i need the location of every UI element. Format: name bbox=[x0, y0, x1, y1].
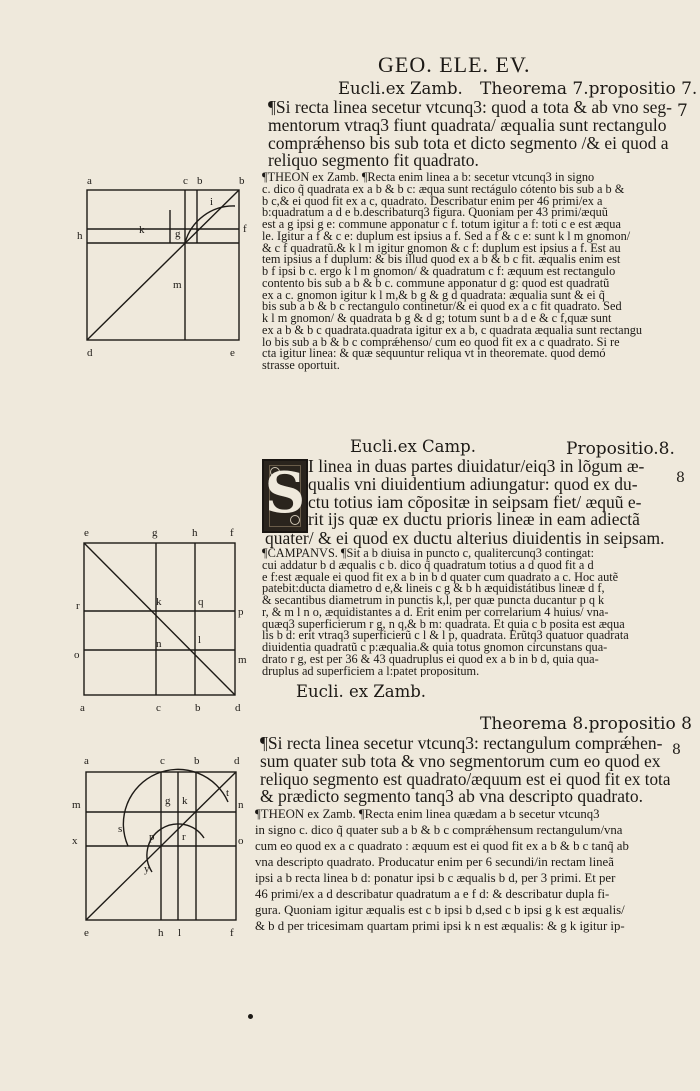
figure-label: l bbox=[198, 634, 202, 646]
commentary-line: & c f quadratũ.& k l m igitur gnomon & c f: duplum est ipsius a f. Est au bbox=[262, 240, 621, 255]
commentary-line: ipsi a b recta linea b d: ponatur ipsi b c æqualis b d, per 3 primi. Et per bbox=[255, 871, 616, 885]
commentary-line: 46 primi/ex a d describatur quadratum a e f d: & describatur dupla fi- bbox=[255, 887, 610, 901]
figure-label: a bbox=[87, 175, 92, 187]
commentary-line: ¶THEON ex Zamb. ¶Recta enim linea a b: secetur vtcunq3 in signo bbox=[262, 172, 595, 184]
figure-label: o bbox=[238, 835, 244, 847]
commentary-line: in signo c. dico q̃ quater sub a b & b c comprǽhensum rectangulum/vna bbox=[255, 823, 623, 837]
geometry-figure-2 bbox=[72, 525, 252, 715]
figure-label: y bbox=[144, 863, 150, 875]
commentary-line: c. dico q̃ quadrata ex a b & b c: æqua sunt rectágulo cótento bis sub a b & bbox=[262, 181, 625, 196]
prop7-enunciation bbox=[268, 99, 683, 170]
commentary-line: est a g ipsi g e: commune apponatur c f. totum igitur a f: toti c e est æqua bbox=[262, 217, 621, 231]
commentary-line: contento bis sub a b & b c. commune apponatur d g: quod est quadratũ bbox=[262, 275, 610, 290]
prop8-line: I linea in duas partes diuidatur/eiq3 in lõgum æ- bbox=[308, 458, 645, 476]
diagonal-line bbox=[87, 190, 239, 340]
figure-label: a bbox=[80, 702, 85, 714]
margin-number: 8 bbox=[672, 742, 681, 758]
prop8-camp-source: Eucli.ex Camp. bbox=[350, 437, 476, 456]
prop8-line: ¶Si recta linea secetur vtcunq3: rectangulum comprǽhen- bbox=[260, 735, 663, 753]
prop7-line: comprǽhenso bis sub tota et dicto segmento /& ei quod a bbox=[268, 132, 669, 153]
commentary-line: ex a c. gnomon igitur k l m,& b g & g d quadrata: æqualia sunt & ei q̃ bbox=[262, 287, 605, 302]
prop7-line: ¶Si recta linea secetur vtcunq3: quod a tota & ab vno seg- bbox=[268, 99, 672, 117]
prop8-zamb-source: Eucli. ex Zamb. bbox=[296, 682, 427, 701]
commentary-line: cui addatur b d æqualis c b. dico q̃ quadratum totius a d quod fit a d bbox=[262, 557, 594, 572]
running-title: GEO. ELE. EV. bbox=[378, 52, 531, 77]
commentary-line: drato r g, est per 36 & 43 quadruplus ei quod ex a b in b d, quia qua- bbox=[262, 651, 599, 666]
margin-number: 8 bbox=[676, 470, 685, 486]
prop8-camp-commentary bbox=[262, 548, 680, 677]
commentary-line: b f ipsi b c. ergo k l m gnomon/ & quadratum c f: æquum est rectangulo bbox=[262, 264, 616, 278]
prop7-label: Theorema 7.propositio 7. bbox=[480, 79, 698, 99]
commentary-line: quæq3 superficierum r g, n q,& b m: quadrata. Et quia c b posita est æqua bbox=[262, 616, 625, 631]
figure-label: f bbox=[230, 927, 234, 939]
figure-label: n bbox=[156, 638, 162, 650]
figure-label: g bbox=[175, 228, 181, 240]
geometry-figure-1 bbox=[75, 170, 255, 360]
commentary-line: strasse oportuit. bbox=[262, 358, 340, 372]
figure-label: p bbox=[149, 831, 155, 843]
commentary-line: diuidentia quadratũ c p:æqualia.& quia totus gnomon circunstans qua- bbox=[262, 640, 608, 654]
prop8-camp-lastline: quater/ & ei quod ex ductu alterius diuidentis in seipsam. bbox=[265, 530, 665, 548]
figure-label: h bbox=[192, 527, 198, 539]
figure-label: i bbox=[210, 196, 214, 208]
figure-label: g bbox=[165, 795, 171, 807]
prop8-camp-enunciation bbox=[308, 458, 672, 529]
commentary-line: r, & m l n o, æquidistantes a d. Erit enim per correlarium 4 huius/ vna- bbox=[262, 604, 609, 619]
commentary-line: lo bis sub a b & b c comprǽhenso/ cum eo quod fit ex a c quadrato. Si re bbox=[262, 334, 620, 349]
prop7-source: Eucli.ex Zamb. bbox=[338, 79, 463, 98]
commentary-line: le. Igitur a f & c e: duplum est ipsius a f. Sed a f & c e: sunt k l m gnomon/ bbox=[262, 228, 631, 243]
prop8-zamb-enunciation bbox=[260, 735, 670, 806]
drop-cap-initial bbox=[262, 459, 308, 533]
figure-label: c bbox=[183, 175, 188, 187]
commentary-line: b:quadratum a d e b.describaturq3 figura. Quoniam per 43 primi/æquũ bbox=[262, 205, 608, 220]
commentary-line: lis b d: erit vtraq3 superficierũ c l & l p, quadrata. Erũtq3 quatuor quadrata bbox=[262, 628, 629, 643]
figure-label: a bbox=[84, 755, 89, 767]
figure-label: f bbox=[243, 223, 247, 235]
figure-label: r bbox=[182, 831, 186, 843]
figure-label: m bbox=[238, 654, 247, 666]
commentary-line: tem ipsius a f duplum: & bis illud quod ex a b & b c fit. æqualis enim est bbox=[262, 252, 621, 267]
prop8-line: sum quater sub tota & vno segmentorum cum eo quod ex bbox=[260, 750, 661, 771]
commentary-line: & b d per tricesimam quartam primi ipsi k n est æqualis: & g k igitur ip- bbox=[255, 919, 625, 933]
prop8-camp-label: Propositio.8. bbox=[566, 439, 675, 459]
commentary-line: gura. Quoniam igitur æqualis est c b ipsi b d,sed c b ipsi g k est æqualis/ bbox=[255, 903, 625, 917]
figure-label: h bbox=[158, 927, 164, 939]
figure-label: b bbox=[194, 755, 200, 767]
prop7-commentary bbox=[262, 172, 680, 372]
commentary-line: e f:est æquale ei quod fit ex a b in b d quater cum quadrato a c. Hoc autẽ bbox=[262, 569, 619, 584]
figure-label: d bbox=[234, 755, 240, 767]
commentary-line: b c,& ei quod fit ex a c, quadrato. Describatur enim per 46 primi/ex a bbox=[262, 193, 603, 208]
prop8-zamb-commentary bbox=[255, 806, 675, 934]
geometry-figure-3 bbox=[70, 752, 250, 942]
figure-label: k bbox=[156, 596, 162, 608]
commentary-line: vna descripto quadrato. Producatur enim per 6 secundi/in rectam lineã bbox=[255, 855, 614, 869]
figure-label: b bbox=[197, 175, 203, 187]
figure-label: h bbox=[77, 230, 83, 242]
prop8-zamb-label: Theorema 8.propositio 8 bbox=[480, 714, 692, 734]
figure-label: d bbox=[87, 347, 93, 359]
prop8-line: qualis vni diuidentium adiungatur: quod ex du- bbox=[308, 473, 638, 494]
figure-label: l bbox=[178, 927, 182, 939]
commentary-line: k l m gnomon/ & quadrata b g & d g; totum sunt b a d e & c f,quæ sunt bbox=[262, 311, 612, 325]
figure-label: t bbox=[226, 787, 230, 799]
prop7-line: mentorum vtraq3 fiunt quadrata/ æqualia sunt rectangulo bbox=[268, 114, 667, 135]
figure-label: p bbox=[238, 606, 244, 618]
commentary-line: ¶CAMPANVS. ¶Sit a b diuisa in puncto c, qualitercunq3 contingat: bbox=[262, 548, 595, 560]
figure-label: m bbox=[72, 799, 81, 811]
figure-label: e bbox=[84, 927, 89, 939]
prop8-line: & prædicto segmento tanq3 ab vna descripto quadrato. bbox=[260, 786, 643, 807]
figure-label: k bbox=[139, 224, 145, 236]
page-mark bbox=[248, 1014, 253, 1019]
commentary-line: ex a b & b c quadrata.quadrata igitur ex a b, c quadrata æqualia sunt rectangu bbox=[262, 322, 643, 337]
figure-label: k bbox=[182, 795, 188, 807]
commentary-line: ¶THEON ex Zamb. ¶Recta enim linea quædam a b secetur vtcunq3 bbox=[255, 807, 600, 821]
figure-label: x bbox=[72, 835, 78, 847]
prop8-line: rit ijs quæ ex ductu prioris lineæ in eam adiectã bbox=[308, 509, 640, 530]
prop8-line: ctu totius iam cõpositæ in seipsam fiet/ æquũ e- bbox=[308, 491, 642, 512]
commentary-line: bis sub a b & b c rectangulo continetur/& ei quod ex a c fit quadrato. Sed bbox=[262, 299, 622, 314]
figure-label: s bbox=[118, 823, 123, 835]
diagonal-line bbox=[84, 543, 235, 695]
figure-label: b bbox=[195, 702, 201, 714]
prop8-line: reliquo segmento est quadrato/æquum est ei quod fit ex tota bbox=[260, 768, 670, 789]
gnomon-arc bbox=[123, 769, 228, 846]
gnomon-arc bbox=[185, 206, 235, 243]
figure-label: q bbox=[198, 596, 204, 608]
figure-label: g bbox=[152, 527, 158, 539]
commentary-line: & secantibus diametrum in punctis k,l, per quæ puncta ducantur p q k bbox=[262, 593, 605, 607]
figure-label: m bbox=[173, 279, 182, 291]
figure-label: e bbox=[230, 347, 235, 359]
commentary-line: cum eo quod ex a c quadrato : æquum est ei quod fit ex a b & b c tanq̃ ab bbox=[255, 839, 629, 853]
figure-label: d bbox=[235, 702, 241, 714]
figure-label: e bbox=[84, 527, 89, 539]
figure-label: o bbox=[74, 649, 80, 661]
prop7-line: reliquo segmento fit quadrato. bbox=[268, 150, 479, 171]
commentary-line: patebit:ducta diametro d e,& lineis c g & b h æquidistátibus lineæ d f, bbox=[262, 581, 605, 596]
folio-number: 7 bbox=[677, 101, 688, 121]
figure-label: n bbox=[238, 799, 244, 811]
figure-label: f bbox=[230, 527, 234, 539]
commentary-line: cta igitur linea: & quæ sequuntur reliqua vt in theoremate. quod demó bbox=[262, 346, 606, 361]
figure-label: c bbox=[160, 755, 165, 767]
drop-cap-letter: S bbox=[264, 460, 306, 526]
figure-label: b bbox=[239, 175, 245, 187]
figure-label: r bbox=[76, 600, 80, 612]
figure-label: c bbox=[156, 702, 161, 714]
commentary-line: druplus ad superficiem a l:patet propositum. bbox=[262, 663, 480, 678]
